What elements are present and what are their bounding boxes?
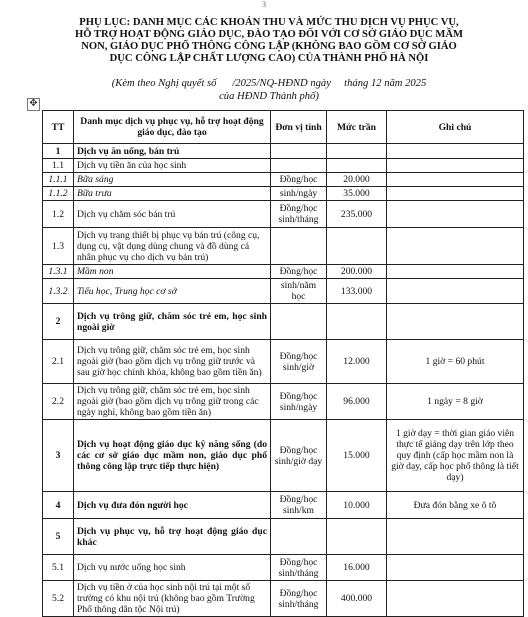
note-cell: 1 giờ dạy = thời gian giáo viên thực tế giảng dạy trên lớp theo quy định (cấp học mầm non là giờ dạy, cấp học phổ thông là tiết dạy) — [387, 420, 524, 492]
price-cell: 10.000 — [327, 492, 387, 519]
price-cell: 200.000 — [327, 265, 387, 279]
row-number: 1.1 — [43, 159, 74, 173]
row-number: 1.2 — [43, 201, 74, 228]
table-row — [43, 384, 524, 420]
unit-cell: Đồng/học — [271, 173, 327, 187]
row-number: 5.1 — [43, 555, 74, 581]
subtitle-line: (Kèm theo Nghị quyết số /2025/NQ-HĐND ngày tháng 12 năm 2025 — [111, 78, 427, 89]
unit-cell: Đồng/học sinh/giờ dạy — [271, 420, 327, 492]
table-row — [43, 173, 524, 187]
price-cell — [327, 228, 387, 265]
service-name: Dịch vụ ăn uống, bán trú — [74, 144, 271, 159]
document-subtitle — [54, 78, 484, 103]
table-row — [43, 420, 524, 492]
table-row — [43, 492, 524, 519]
unit-cell — [271, 304, 327, 340]
table-row — [43, 265, 524, 279]
service-name: Dịch vụ trông giữ, chăm sóc trẻ em, học sinh ngoài giờ (bao gồm dịch vụ trông giữ trong các ngày nghỉ, không bao gồm tiền ăn) — [74, 384, 271, 420]
unit-cell: Đồng/học sinh/tháng — [271, 201, 327, 228]
service-name: Dịch vụ trông giữ, chăm sóc trẻ em, học sinh ngoài giờ — [74, 304, 271, 340]
price-cell — [327, 519, 387, 555]
note-cell: Đưa đón bằng xe ô tô — [387, 492, 524, 519]
unit-cell: Đồng/học sinh/km — [271, 492, 327, 519]
note-cell: 1 ngày = 8 giờ — [387, 384, 524, 420]
table-row — [43, 519, 524, 555]
price-cell: 235.000 — [327, 201, 387, 228]
service-name: Mầm non — [74, 265, 271, 279]
service-name: Dịch vụ nước uống học sinh — [74, 555, 271, 581]
unit-cell: Đồng/học sinh/tháng — [271, 555, 327, 581]
table-row — [43, 279, 524, 304]
note-cell — [387, 519, 524, 555]
unit-cell: sinh/ngày — [271, 187, 327, 201]
price-cell — [327, 144, 387, 159]
row-number: 3 — [43, 420, 74, 492]
table-row — [43, 581, 524, 617]
note-cell — [387, 159, 524, 173]
page-number: 3 — [262, 0, 266, 9]
service-name: Dịch vụ phục vụ, hỗ trợ hoạt động giáo dục khác — [74, 519, 271, 555]
price-cell: 15.000 — [327, 420, 387, 492]
row-number: 4 — [43, 492, 74, 519]
note-cell — [387, 228, 524, 265]
title-line: PHỤ LỤC: DANH MỤC CÁC KHOẢN THU VÀ MỨC THU DỊCH VỤ PHỤC VỤ, — [79, 17, 459, 28]
move-arrows-icon[interactable]: ✥ — [27, 98, 40, 111]
row-number: 1.1.1 — [43, 173, 74, 187]
service-name: Dịch vụ trông giữ, chăm sóc trẻ em, học sinh ngoài giờ (bao gồm dịch vụ trông giữ trước và sau giờ học chính khóa, không bao gồm tiền ăn) — [74, 340, 271, 384]
row-number: 1.3 — [43, 228, 74, 265]
note-cell — [387, 201, 524, 228]
note-cell — [387, 279, 524, 304]
row-number: 1.1.2 — [43, 187, 74, 201]
unit-cell — [271, 159, 327, 173]
price-cell: 35.000 — [327, 187, 387, 201]
table-row — [43, 144, 524, 159]
row-number: 5.2 — [43, 581, 74, 617]
note-cell — [387, 173, 524, 187]
document-title — [54, 17, 484, 65]
unit-cell: Đồng/học — [271, 265, 327, 279]
note-cell — [387, 304, 524, 340]
price-cell: 20.000 — [327, 173, 387, 187]
row-number: 1.3.2 — [43, 279, 74, 304]
row-number: 5 — [43, 519, 74, 555]
unit-cell — [271, 144, 327, 159]
unit-cell — [271, 519, 327, 555]
title-line: DỤC CÔNG LẬP CHẤT LƯỢNG CAO) CỦA THÀNH PHỐ HÀ NỘI — [109, 53, 429, 64]
fee-table — [42, 110, 524, 617]
unit-cell — [271, 228, 327, 265]
row-number: 2.2 — [43, 384, 74, 420]
price-cell: 12.000 — [327, 340, 387, 384]
unit-cell: sinh/năm học — [271, 279, 327, 304]
service-name: Dịch vụ tiền ăn của học sinh — [74, 159, 271, 173]
table-row — [43, 201, 524, 228]
unit-cell: Đồng/học sinh/giờ — [271, 340, 327, 384]
header-tt: TT — [43, 111, 74, 144]
service-name: Dịch vụ hoạt động giáo dục kỹ năng sống (do các cơ sở giáo dục mầm non, giáo dục phổ thông công lập trực tiếp thực hiện) — [74, 420, 271, 492]
header-note: Ghi chú — [387, 111, 524, 144]
note-cell — [387, 265, 524, 279]
note-cell — [387, 581, 524, 617]
price-cell: 133.000 — [327, 279, 387, 304]
title-line: HỖ TRỢ HOẠT ĐỘNG GIÁO DỤC, ĐÀO TẠO ĐỐI VỚI CƠ SỞ GIÁO DỤC MẦM — [75, 29, 463, 40]
row-number: 1 — [43, 144, 74, 159]
header-unit: Đơn vị tính — [271, 111, 327, 144]
unit-cell: Đồng/học sinh/ngày — [271, 384, 327, 420]
price-cell — [327, 304, 387, 340]
subtitle-line: của HĐND Thành phố) — [219, 90, 319, 102]
price-cell — [327, 159, 387, 173]
note-cell — [387, 144, 524, 159]
note-cell — [387, 555, 524, 581]
price-cell: 16.000 — [327, 555, 387, 581]
table-row — [43, 555, 524, 581]
table-row — [43, 304, 524, 340]
price-cell: 96.000 — [327, 384, 387, 420]
service-name: Dịch vụ đưa đón người học — [74, 492, 271, 519]
service-name: Dịch vụ trang thiết bị phục vụ bán trú (công cụ, dụng cụ, vật dụng dùng chung và đồ dùng cá nhân phục vụ cho dịch vụ bán trú) — [74, 228, 271, 265]
note-cell — [387, 187, 524, 201]
unit-cell: Đồng/học sinh/tháng — [271, 581, 327, 617]
table-header-row — [43, 111, 524, 144]
header-name: Danh mục dịch vụ phục vụ, hỗ trợ hoạt động giáo dục, đào tạo — [74, 111, 271, 144]
table-row — [43, 228, 524, 265]
row-number: 2.1 — [43, 340, 74, 384]
price-cell: 400.000 — [327, 581, 387, 617]
note-cell: 1 giờ = 60 phút — [387, 340, 524, 384]
service-name: Bữa trưa — [74, 187, 271, 201]
service-name: Dịch vụ chăm sóc bán trú — [74, 201, 271, 228]
title-line: NON, GIÁO DỤC PHỔ THÔNG CÔNG LẬP (KHÔNG BAO GỒM CƠ SỞ GIÁO — [81, 41, 457, 52]
table-row — [43, 340, 524, 384]
service-name: Dịch vụ tiền ở của học sinh nội trú tại một số trường có khu nội trú (không bao gồm Trường Phổ thông dân tộc Nội trú) — [74, 581, 271, 617]
row-number: 2 — [43, 304, 74, 340]
table-row — [43, 159, 524, 173]
header-price: Mức trần — [327, 111, 387, 144]
row-number: 1.3.1 — [43, 265, 74, 279]
service-name: Tiểu học, Trung học cơ sở — [74, 279, 271, 304]
table-row — [43, 187, 524, 201]
service-name: Bữa sáng — [74, 173, 271, 187]
